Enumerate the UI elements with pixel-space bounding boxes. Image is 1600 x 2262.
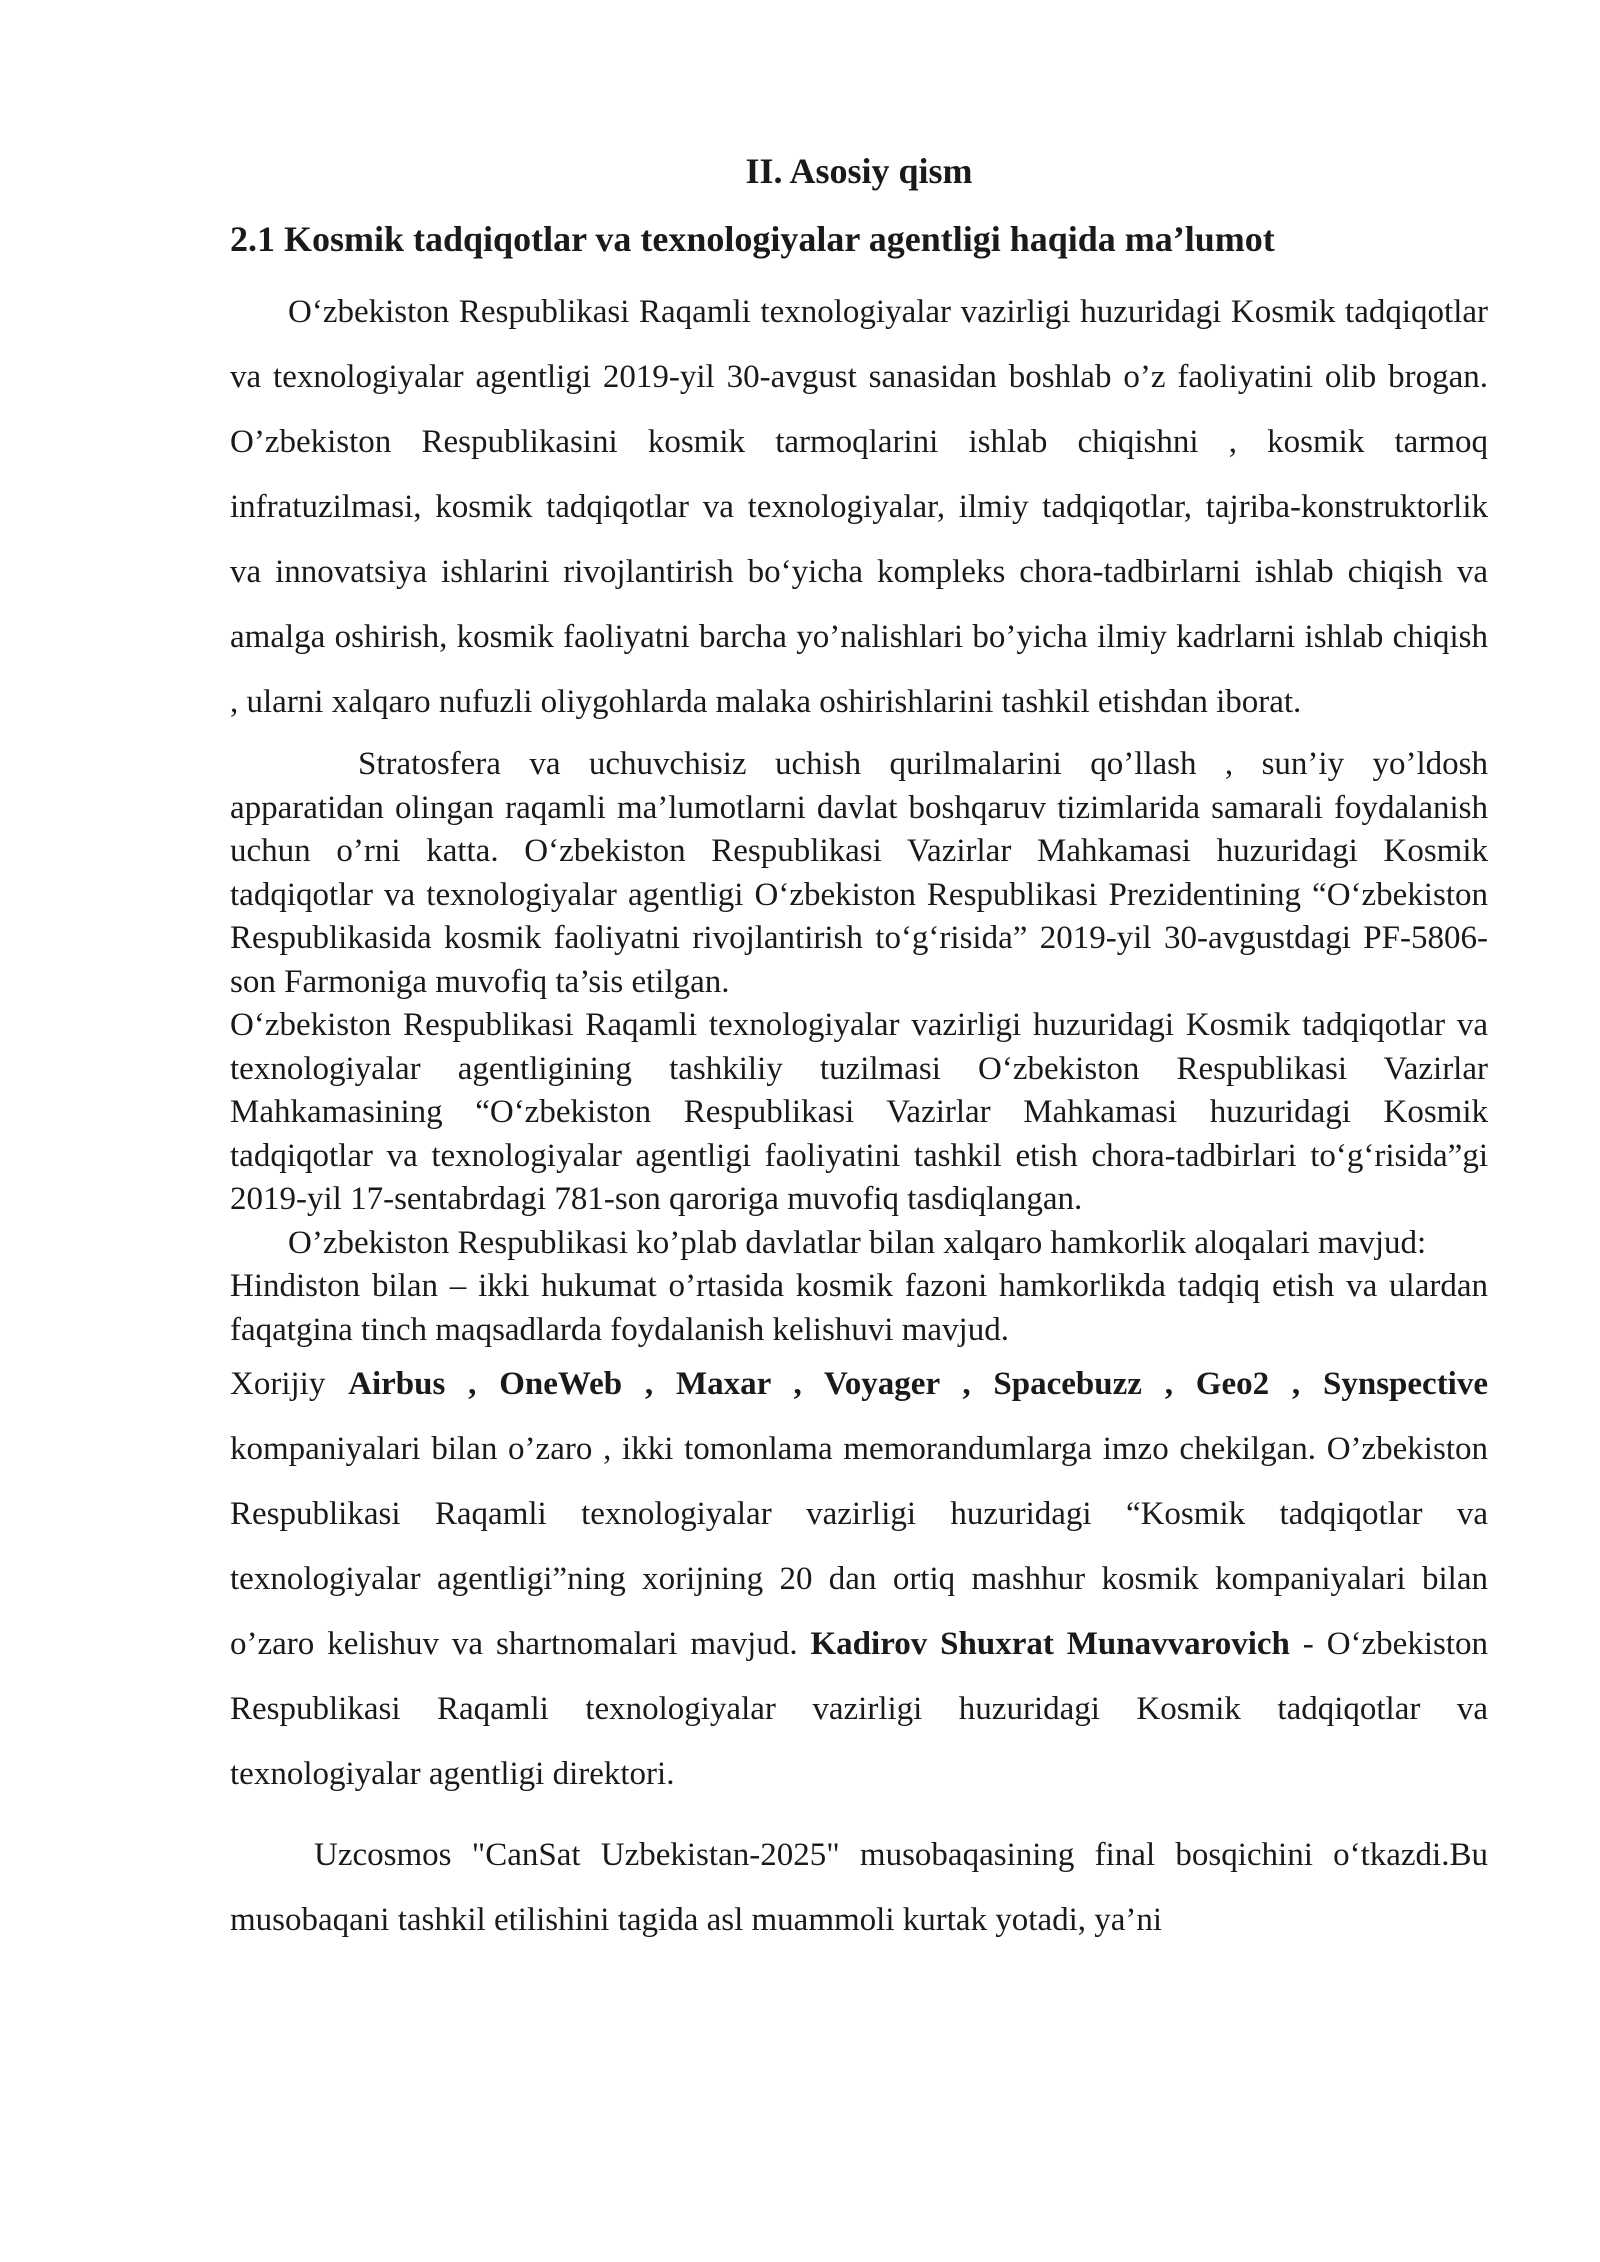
section-title: II. Asosiy qism [745, 151, 973, 191]
director-name: Kadirov Shuxrat Munavvarovich [810, 1626, 1290, 1662]
paragraph-foreign-companies [230, 1352, 1488, 1807]
director-role: - O‘zbekiston Respublikasi Raqamli texnologiyalar vazirligi huzuridagi Kosmik tadqiqotlar va texnologiyalar agentligi direktori. [230, 1626, 1488, 1792]
paragraph-india-agreement: Hindiston bilan – ikki hukumat o’rtasida kosmik fazoni hamkorlikda tadqiq etish va ulardan faqatgina tinch maqsadlarda foydalanish kelishuvi mavjud. [230, 1268, 1488, 1348]
agreements-text: kompaniyalari bilan o’zaro , ikki tomonlama memorandumlarga imzo chekilgan. O’zbekiston Respublikasi Raqamli texnologiyalar vazirligi huzuridagi “Kosmik tadqiqotlar va texnologiyalar agentligi”ning xorijning 20 dan ortiq mashhur kosmik kompaniyalari bilan o’zaro kelishuv va shartnomalari mavjud. [230, 1431, 1488, 1662]
paragraph-cansat-competition: Uzcosmos "CanSat Uzbekistan-2025" musobaqasining final bosqichini o‘tkazdi.Bu musobaqani tashkil etilishini tagida asl muammoli kurtak yotadi, ya’ni [230, 1837, 1488, 1938]
paragraph-agency-overview: O‘zbekiston Respublikasi Raqamli texnologiyalar vazirligi huzuridagi Kosmik tadqiqotlar va texnologiyalar agentligi 2019-yil 30-avgust sanasidan boshlab o’z faoliyatini olib brogan. O’zbekiston Respublikasini kosmik tarmoqlarini ishlab chiqishni , kosmik tarmoq infratuzilmasi, kosmik tadqiqotlar va texnologiyalar, ilmiy tadqiqotlar, tajriba-konstruktorlik va innovatsiya ishlarini rivojlantirish bo‘yicha kompleks chora-tadbirlarni ishlab chiqish va amalga oshirish, kosmik faoliyatni barcha yo’nalishlari bo’yicha ilmiy kadrlarni ishlab chiqish , ularni xalqaro nufuzli oliygohlarda malaka oshirishlarini tashkil etishdan iborat. [230, 294, 1488, 720]
paragraph-organizational-structure: O‘zbekiston Respublikasi Raqamli texnologiyalar vazirligi huzuridagi Kosmik tadqiqotlar va texnologiyalar agentligining tashkiliy tuzilmasi O‘zbekiston Respublikasi Vazirlar Mahkamasining “O‘zbekiston Respublikasi Vazirlar Mahkamasi huzuridagi Kosmik tadqiqotlar va texnologiyalar agentligi faoliyatini tashkil etish chora-tadbirlari to‘g‘risida”gi 2019-yil 17-sentabrdagi 781-son qaroriga muvofiq tasdiqlangan. [230, 1007, 1488, 1217]
paragraph-international-cooperation: O’zbekiston Respublikasi ko’plab davlatlar bilan xalqaro hamkorlik aloqalari mavjud: [288, 1224, 1427, 1261]
paragraph-stratosphere: Stratosfera va uchuvchisiz uchish qurilmalarini qo’llash , sun’iy yo’ldosh apparatidan olingan raqamli ma’lumotlarni davlat boshqaruv tizimlarida samarali foydalanish uchun o’rni katta. O‘zbekiston Respublikasi Vazirlar Mahkamasi huzuridagi Kosmik tadqiqotlar va texnologiyalar agentligi O‘zbekiston Respublikasi Prezidentining “O‘zbekiston Respublikasida kosmik faoliyatni rivojlantirish to‘g‘risida” 2019-yil 30-avgustdagi PF-5806-son Farmoniga muvofiq ta’sis etilgan. [230, 746, 1488, 1000]
subsection-title: 2.1 Kosmik tadqiqotlar va texnologiyalar agentligi haqida ma’lumot [230, 219, 1275, 259]
foreign-prefix: Xorijiy [230, 1366, 349, 1402]
company-names: Airbus , OneWeb , Maxar , Voyager , Spacebuzz , Geo2 , Synspective [348, 1366, 1488, 1402]
